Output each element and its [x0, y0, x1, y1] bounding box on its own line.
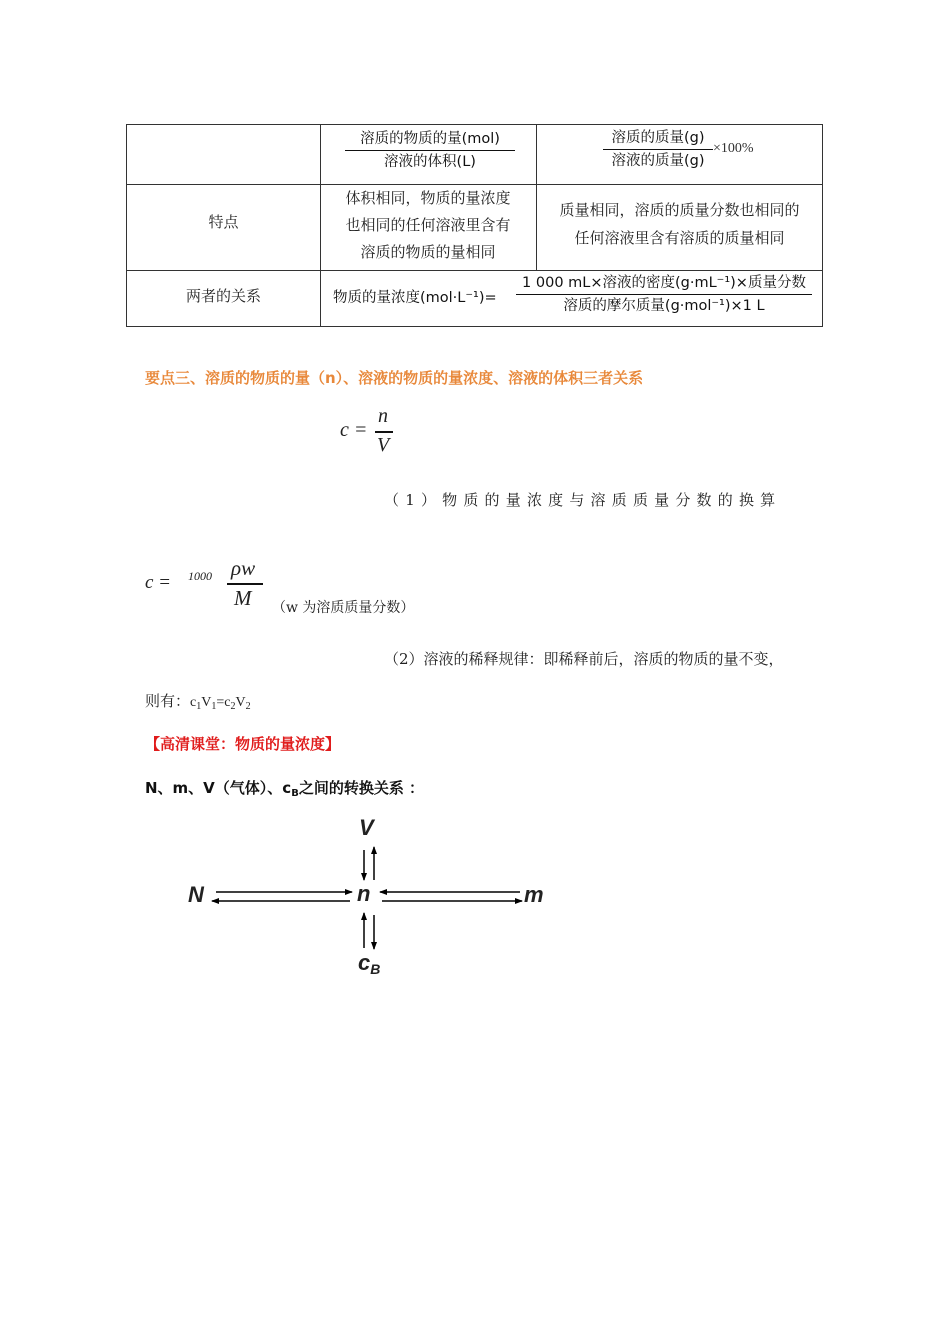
- formula-denominator: V: [377, 434, 390, 456]
- subscript: 1: [196, 701, 202, 712]
- relation-lhs: [333, 286, 497, 307]
- formula-denominator: 溶质的摩尔质量(g·mol⁻¹)×1 L: [563, 298, 765, 314]
- subscript: 2: [230, 701, 236, 712]
- formula-denominator: M: [234, 586, 252, 610]
- item-2: （2）溶液的稀释规律：即稀释前后，溶质的物质的量不变，: [384, 650, 784, 668]
- row-label-features: 特点: [208, 213, 239, 231]
- formula-lhs: c =: [145, 572, 172, 593]
- conversion-diagram: [180, 805, 560, 990]
- c-letter: c: [358, 950, 371, 975]
- relation-fraction: [516, 273, 812, 316]
- fraction-bar: [345, 150, 515, 151]
- equals: =: [216, 695, 225, 710]
- dilution-formula: [190, 695, 251, 710]
- relation-formula: [333, 273, 818, 321]
- header-concentration-formula: [345, 129, 515, 172]
- comparison-table: [126, 124, 823, 327]
- node-N: N: [188, 882, 204, 907]
- formula-lhs: c =: [340, 419, 368, 441]
- features-concentration: [321, 185, 535, 266]
- formula-numerator: ρw: [231, 556, 256, 580]
- conversion-title: [145, 777, 424, 799]
- text-line: 任何溶液里含有溶质的质量相同: [574, 229, 785, 247]
- title-text: 之间的转换关系 ：: [298, 779, 425, 797]
- formula-lhs: 物质的量浓度(mol·L⁻¹)=: [333, 290, 497, 306]
- features-mass-fraction: [537, 196, 822, 252]
- c1: c: [190, 695, 197, 710]
- v1: V: [201, 695, 212, 710]
- item-2-continued: [145, 690, 251, 712]
- classroom-heading: 【高清课堂：物质的量浓度】: [145, 735, 341, 753]
- text-line: 体积相同，物质的量浓度: [345, 189, 511, 207]
- node-m: m: [524, 882, 544, 907]
- formula-c-n-over-v: [340, 405, 400, 459]
- node-v: V: [359, 815, 374, 840]
- fraction-bar: [227, 583, 263, 585]
- section-heading: 要点三、溶质的物质的量（n）、溶液的物质的量浓度、溶液的体积三者关系: [145, 369, 644, 387]
- formula-coefficient: 1000: [188, 569, 212, 583]
- table-divider: [127, 270, 822, 271]
- text-line: 质量相同，溶质的质量分数也相同的: [559, 201, 800, 219]
- subscript: B: [370, 961, 381, 977]
- subscript: B: [291, 788, 299, 799]
- item-1: （1）物质的量浓度与溶质质量分数的换算: [384, 491, 782, 509]
- subscript: 1: [211, 701, 217, 712]
- fraction-bar: [516, 294, 812, 295]
- subscript: 2: [245, 701, 251, 712]
- text-line: 溶质的物质的量相同: [360, 243, 496, 261]
- formula-numerator: 溶质的物质的量(mol): [360, 131, 500, 147]
- row-label-relation: 两者的关系: [185, 287, 261, 305]
- fraction-bar: [603, 149, 713, 150]
- formula-numerator: 溶质的质量(g): [611, 130, 705, 146]
- formula-denominator: 溶液的体积(L): [384, 154, 476, 170]
- node-cb: [358, 950, 380, 977]
- header-mass-fraction-formula: [603, 128, 713, 171]
- text: 则有：: [145, 692, 191, 710]
- w-note: （w 为溶质质量分数）: [272, 600, 415, 616]
- title-text: N、m、V（气体）、c: [145, 779, 292, 797]
- formula-numerator: 1 000 mL×溶液的密度(g·mL⁻¹)×质量分数: [522, 275, 806, 291]
- text-line: 也相同的任何溶液里含有: [345, 216, 511, 234]
- v2: V: [235, 695, 246, 710]
- c2: c: [224, 695, 231, 710]
- formula-c-rho-w: [145, 556, 275, 614]
- node-n: n: [357, 881, 371, 906]
- formula-suffix: ×100%: [713, 141, 754, 156]
- formula-numerator: n: [378, 405, 388, 427]
- fraction-bar: [375, 431, 393, 433]
- formula-denominator: 溶液的质量(g): [611, 153, 705, 169]
